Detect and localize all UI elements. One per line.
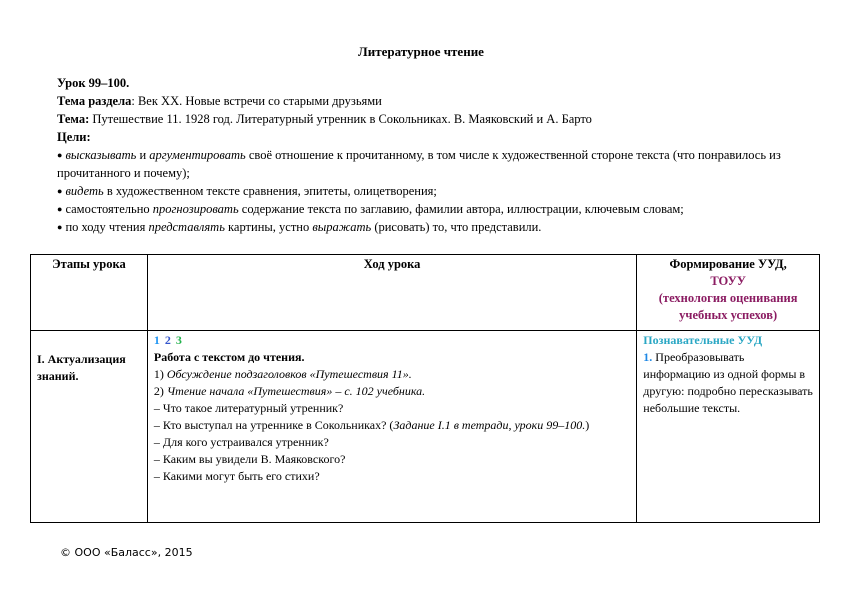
page-title: Литературное чтение — [358, 44, 484, 59]
uud-title: Познавательные УУД — [643, 333, 763, 347]
copyright-footer: © ООО «Баласс», 2015 — [60, 546, 193, 559]
difficulty-levels — [154, 332, 630, 349]
topic-line — [57, 110, 792, 128]
bullet-icon: ● — [57, 204, 63, 214]
table-header-row — [31, 255, 820, 331]
goal-item: ● видеть в художественном тексте сравнения, эпитеты, олицетворения; — [57, 184, 437, 198]
question: – Каким вы увидели В. Маяковского? — [153, 452, 346, 466]
uud-item: 1. Преобразовывать информацию из одной формы в другую: подробно пересказывать небольшие тексты. — [643, 350, 813, 415]
topic-label: Тема: — [57, 112, 90, 126]
level-3: 3 — [175, 333, 182, 347]
bullet-icon: ● — [57, 150, 63, 160]
level-2: 2 — [164, 333, 171, 347]
header-uud — [637, 255, 820, 331]
topic-value: Путешествие 11. 1928 год. Литературный утренник в Сокольниках. В. Маяковский и А. Барто — [89, 112, 592, 126]
header-course: Ход урока — [147, 255, 636, 331]
lesson-header — [57, 74, 792, 236]
lesson-table — [30, 254, 820, 523]
header-uud-title: Формирование УУД, — [669, 257, 787, 271]
step-2: 2) Чтение начала «Путешествия» – с. 102 учебника. — [153, 384, 426, 398]
bullet-icon: ● — [57, 222, 63, 232]
section-value: : Век XX. Новые встречи со старыми друзьями — [131, 94, 382, 108]
question: – Какими могут быть его стихи? — [153, 469, 320, 483]
level-1: 1 — [153, 333, 160, 347]
bullet-icon: ● — [57, 186, 63, 196]
step-1: 1) Обсуждение подзаголовков «Путешествия 11». — [153, 367, 412, 381]
table-row — [31, 331, 820, 523]
section-label: Тема раздела — [57, 94, 132, 108]
question: – Что такое литературный утренник? — [153, 401, 344, 415]
header-stages: Этапы урока — [31, 255, 148, 331]
uud-cell — [637, 331, 820, 523]
question: – Кто выступал на утреннике в Сокольниках? (Задание I.1 в тетради, уроки 99–100.) — [153, 418, 590, 432]
goals-label: Цели: — [57, 130, 91, 144]
question: – Для кого устраивался утренник? — [153, 435, 329, 449]
section-line — [57, 92, 792, 110]
goal-item: ● самостоятельно прогнозировать содержание текста по заглавию, фамилии автора, иллюстрации, ключевым словам; — [57, 202, 684, 216]
goal-item: ● по ходу чтения представлять картины, устно выражать (рисовать) то, что представили. — [57, 220, 542, 234]
course-cell — [147, 331, 636, 523]
header-touu: ТОУУ — [710, 274, 746, 288]
lesson-number: Урок 99–100. — [57, 76, 130, 90]
work-heading: Работа с текстом до чтения. — [153, 350, 305, 364]
goal-item: ● высказывать и аргументировать своё отношение к прочитанному, в том числе к художественной стороне текста (что понравилось из прочитанного и почему); — [57, 148, 781, 180]
stage-cell: I. Актуализация знаний. — [31, 331, 148, 523]
header-touu-desc: (технология оценивания учебных успехов) — [658, 291, 798, 322]
